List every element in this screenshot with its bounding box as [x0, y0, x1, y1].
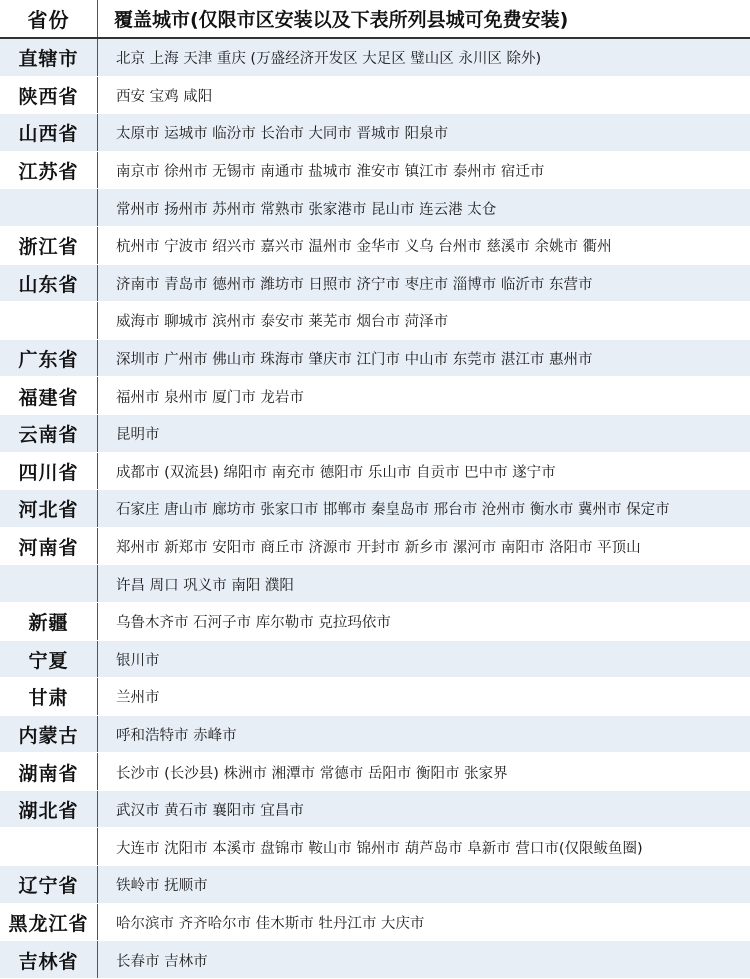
table-row [0, 77, 750, 115]
cities-cell: 哈尔滨市 齐齐哈尔市 佳木斯市 牡丹江市 大庆市 [116, 915, 425, 932]
table-row [0, 941, 750, 979]
province-cell: 云南省 [0, 415, 98, 453]
province-cell: 甘肃 [0, 678, 98, 716]
cities-cell: 成都市 (双流县) 绵阳市 南充市 德阳市 乐山市 自贡市 巴中市 遂宁市 [116, 464, 556, 481]
table-row [0, 828, 750, 866]
province-cell: 直辖市 [0, 39, 98, 77]
table-row [0, 265, 750, 303]
province-cell: 福建省 [0, 377, 98, 415]
table-row [0, 603, 750, 641]
table-row [0, 716, 750, 754]
province-cell: 山西省 [0, 114, 98, 152]
province-cell: 吉林省 [0, 941, 98, 979]
cities-cell: 大连市 沈阳市 本溪市 盘锦市 鞍山市 锦州市 葫芦岛市 阜新市 营口市(仅限鲅鱼圈) [116, 840, 643, 857]
table-row [0, 904, 750, 942]
table-row [0, 39, 750, 77]
table-row [0, 152, 750, 190]
cities-cell: 太原市 运城市 临汾市 长治市 大同市 晋城市 阳泉市 [116, 126, 449, 143]
cities-cell: 威海市 聊城市 滨州市 泰安市 莱芜市 烟台市 菏泽市 [116, 314, 449, 331]
table-row [0, 641, 750, 679]
table-row [0, 189, 750, 227]
cities-cell: 南京市 徐州市 无锡市 南通市 盐城市 淮安市 镇江市 泰州市 宿迁市 [116, 164, 545, 181]
cities-cell: 郑州市 新郑市 安阳市 商丘市 济源市 开封市 新乡市 漯河市 南阳市 洛阳市 平顶山 [116, 540, 641, 557]
table-row [0, 678, 750, 716]
province-cell: 内蒙古 [0, 716, 98, 754]
cities-cell: 许昌 周口 巩义市 南阳 濮阳 [116, 577, 294, 594]
cities-cell: 银川市 [116, 652, 160, 669]
province-cell [0, 565, 98, 603]
province-cell: 湖北省 [0, 791, 98, 829]
table-body [0, 39, 750, 979]
table-row [0, 791, 750, 829]
cities-cell: 福州市 泉州市 厦门市 龙岩市 [116, 389, 304, 406]
cities-cell: 昆明市 [116, 427, 160, 444]
province-cell: 辽宁省 [0, 866, 98, 904]
province-cell [0, 828, 98, 866]
province-cell: 河南省 [0, 528, 98, 566]
cities-cell: 杭州市 宁波市 绍兴市 嘉兴市 温州市 金华市 义乌 台州市 慈溪市 余姚市 衢州 [116, 239, 612, 256]
cities-cell: 兰州市 [116, 690, 160, 707]
cities-cell: 北京 上海 天津 重庆 (万盛经济开发区 大足区 璧山区 永川区 除外) [116, 51, 542, 68]
province-cell: 江苏省 [0, 152, 98, 190]
province-cell: 新疆 [0, 603, 98, 641]
cities-cell: 呼和浩特市 赤峰市 [116, 727, 237, 744]
province-cell: 宁夏 [0, 641, 98, 679]
province-cell: 河北省 [0, 490, 98, 528]
province-cell [0, 189, 98, 227]
cities-cell: 济南市 青岛市 德州市 潍坊市 日照市 济宁市 枣庄市 淄博市 临沂市 东营市 [116, 276, 593, 293]
table-row [0, 453, 750, 491]
table-row [0, 340, 750, 378]
table-row [0, 227, 750, 265]
province-cell: 湖南省 [0, 753, 98, 791]
cities-cell: 长春市 吉林市 [116, 953, 208, 970]
table-row [0, 753, 750, 791]
cities-cell: 武汉市 黄石市 襄阳市 宜昌市 [116, 803, 304, 820]
table-header [0, 0, 750, 39]
table-row [0, 528, 750, 566]
table-row [0, 377, 750, 415]
cities-cell: 深圳市 广州市 佛山市 珠海市 肇庆市 江门市 中山市 东莞市 湛江市 惠州市 [116, 352, 593, 369]
province-cell: 四川省 [0, 453, 98, 491]
province-cell [0, 302, 98, 340]
province-cell: 陕西省 [0, 77, 98, 115]
table-row [0, 866, 750, 904]
cities-cell: 长沙市 (长沙县) 株洲市 湘潭市 常德市 岳阳市 衡阳市 张家界 [116, 765, 508, 782]
province-cell: 山东省 [0, 265, 98, 303]
province-cell: 广东省 [0, 340, 98, 378]
table-row [0, 302, 750, 340]
cities-cell: 常州市 扬州市 苏州市 常熟市 张家港市 昆山市 连云港 太仓 [116, 201, 497, 218]
header-cities: 覆盖城市(仅限市区安装以及下表所列县城可免费安装) [114, 9, 569, 31]
cities-cell: 西安 宝鸡 咸阳 [116, 88, 213, 105]
cities-cell: 铁岭市 抚顺市 [116, 878, 208, 895]
table-row [0, 490, 750, 528]
header-province: 省份 [0, 0, 98, 37]
table-row [0, 415, 750, 453]
province-cell: 黑龙江省 [0, 904, 98, 942]
cities-cell: 石家庄 唐山市 廊坊市 张家口市 邯郸市 秦皇岛市 邢台市 沧州市 衡水市 冀州市 保定市 [116, 502, 670, 519]
province-cell: 浙江省 [0, 227, 98, 265]
table-row [0, 565, 750, 603]
table-row [0, 114, 750, 152]
cities-cell: 乌鲁木齐市 石河子市 库尔勒市 克拉玛依市 [116, 615, 391, 632]
